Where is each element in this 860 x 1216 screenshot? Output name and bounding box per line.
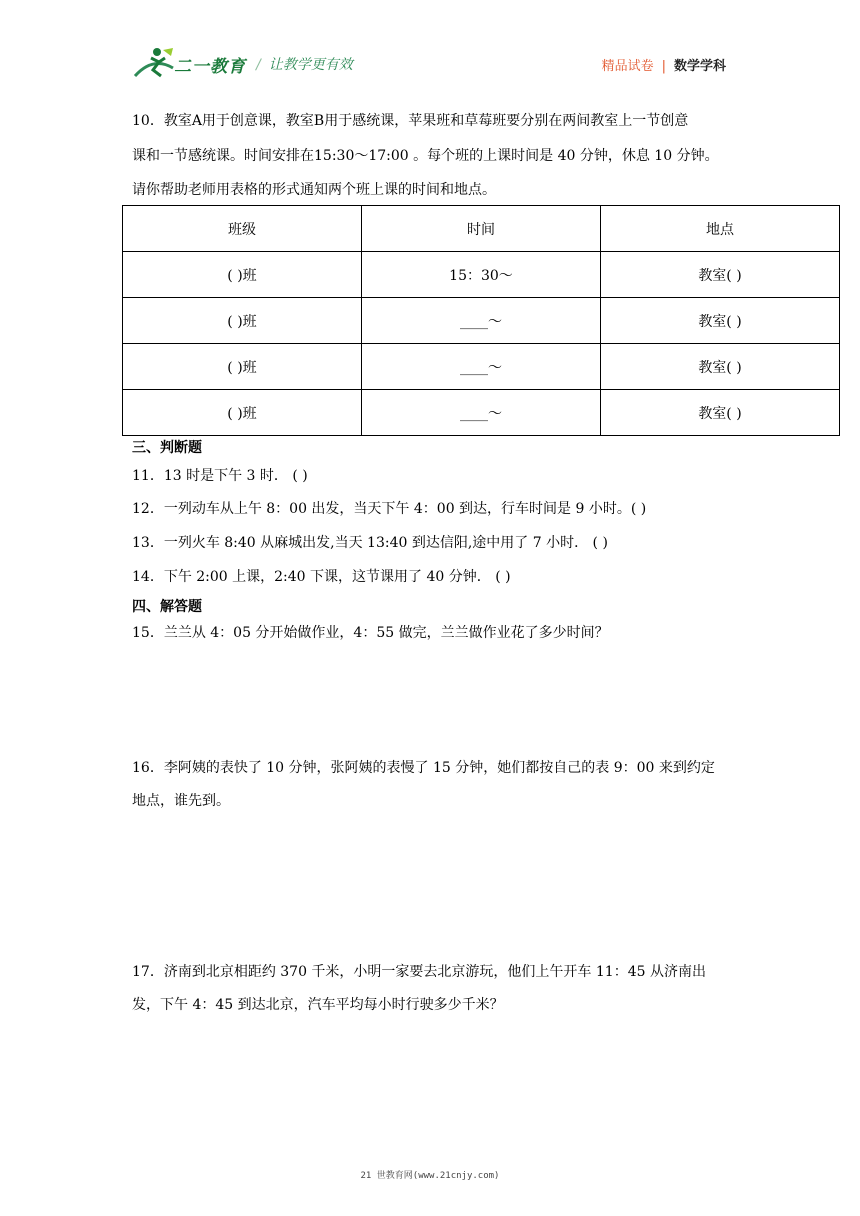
question-11: 11．13 时是下午 3 时． ( ) xyxy=(132,468,308,484)
question-15: 15．兰兰从 4：05 分开始做作业，4：55 做完，兰兰做作业花了多少时间？ xyxy=(132,625,609,641)
location-blank[interactable]: 教室( ) xyxy=(601,344,840,390)
question-10-line2: 课和一节感统课。时间安排在15:30～17:00 。每个班的上课时间是 40 分钟，休息 10 分钟。 xyxy=(132,148,719,164)
section-answer-title: 四、解答题 xyxy=(132,599,202,615)
question-14: 14．下午 2:00 上课，2:40 下课，这节课用了 40 分钟． ( ) xyxy=(132,569,511,585)
header-time: 时间 xyxy=(361,206,600,252)
slogan-slash: / xyxy=(256,57,261,73)
header-class: 班级 xyxy=(123,206,362,252)
question-17-line1: 17．济南到北京相距约 370 千米，小明一家要去北京游玩，他们上午开车 11：45 从济南出 xyxy=(132,964,706,980)
location-blank[interactable]: 教室( ) xyxy=(601,390,840,436)
class-blank[interactable]: ( )班 xyxy=(123,252,362,298)
header-separator: | xyxy=(661,59,666,74)
table-header-row xyxy=(123,206,840,252)
header-location: 地点 xyxy=(601,206,840,252)
class-blank[interactable]: ( )班 xyxy=(123,298,362,344)
question-10-line1: 10．教室A用于创意课，教室B用于感统课，苹果班和草莓班要分别在两间教室上一节创意 xyxy=(132,113,689,129)
time-blank[interactable]: ____～ xyxy=(361,344,600,390)
class-blank[interactable]: ( )班 xyxy=(123,344,362,390)
location-blank[interactable]: 教室( ) xyxy=(601,252,840,298)
page-footer: 21 世教育网(www.21cnjy.com) xyxy=(360,1171,500,1181)
header-subject xyxy=(602,55,726,74)
time-blank[interactable]: ____～ xyxy=(361,298,600,344)
table-row xyxy=(123,390,840,436)
slogan xyxy=(256,54,353,74)
section-judgement-title: 三、判断题 xyxy=(132,440,202,456)
question-16-line1: 16．李阿姨的表快了 10 分钟，张阿姨的表慢了 15 分钟，她们都按自己的表 9：00 来到约定 xyxy=(132,760,715,776)
class-blank[interactable]: ( )班 xyxy=(123,390,362,436)
question-16-line2: 地点，谁先到。 xyxy=(132,793,230,809)
time-blank[interactable]: ____～ xyxy=(361,390,600,436)
question-13: 13．一列火车 8:40 从麻城出发,当天 13:40 到达信阳,途中用了 7 小时． ( ) xyxy=(132,535,608,551)
header-subject-label: 数学学科 xyxy=(673,59,726,74)
slogan-text: 让教学更有效 xyxy=(268,57,353,73)
page-header xyxy=(0,0,860,100)
logo-text: 二一教育 xyxy=(174,57,246,77)
schedule-table xyxy=(122,205,840,436)
table-row xyxy=(123,252,840,298)
table-row xyxy=(123,344,840,390)
question-10-line3: 请你帮助老师用表格的形式通知两个班上课的时间和地点。 xyxy=(132,182,496,198)
question-17-line2: 发，下午 4：45 到达北京，汽车平均每小时行驶多少千米？ xyxy=(132,997,504,1013)
time-blank[interactable]: 15：30～ xyxy=(361,252,600,298)
question-12: 12．一列动车从上午 8：00 出发，当天下午 4：00 到达，行车时间是 9 小时。( ) xyxy=(132,501,647,517)
table-row xyxy=(123,298,840,344)
header-tag: 精品试卷 xyxy=(601,59,654,74)
location-blank[interactable]: 教室( ) xyxy=(601,298,840,344)
